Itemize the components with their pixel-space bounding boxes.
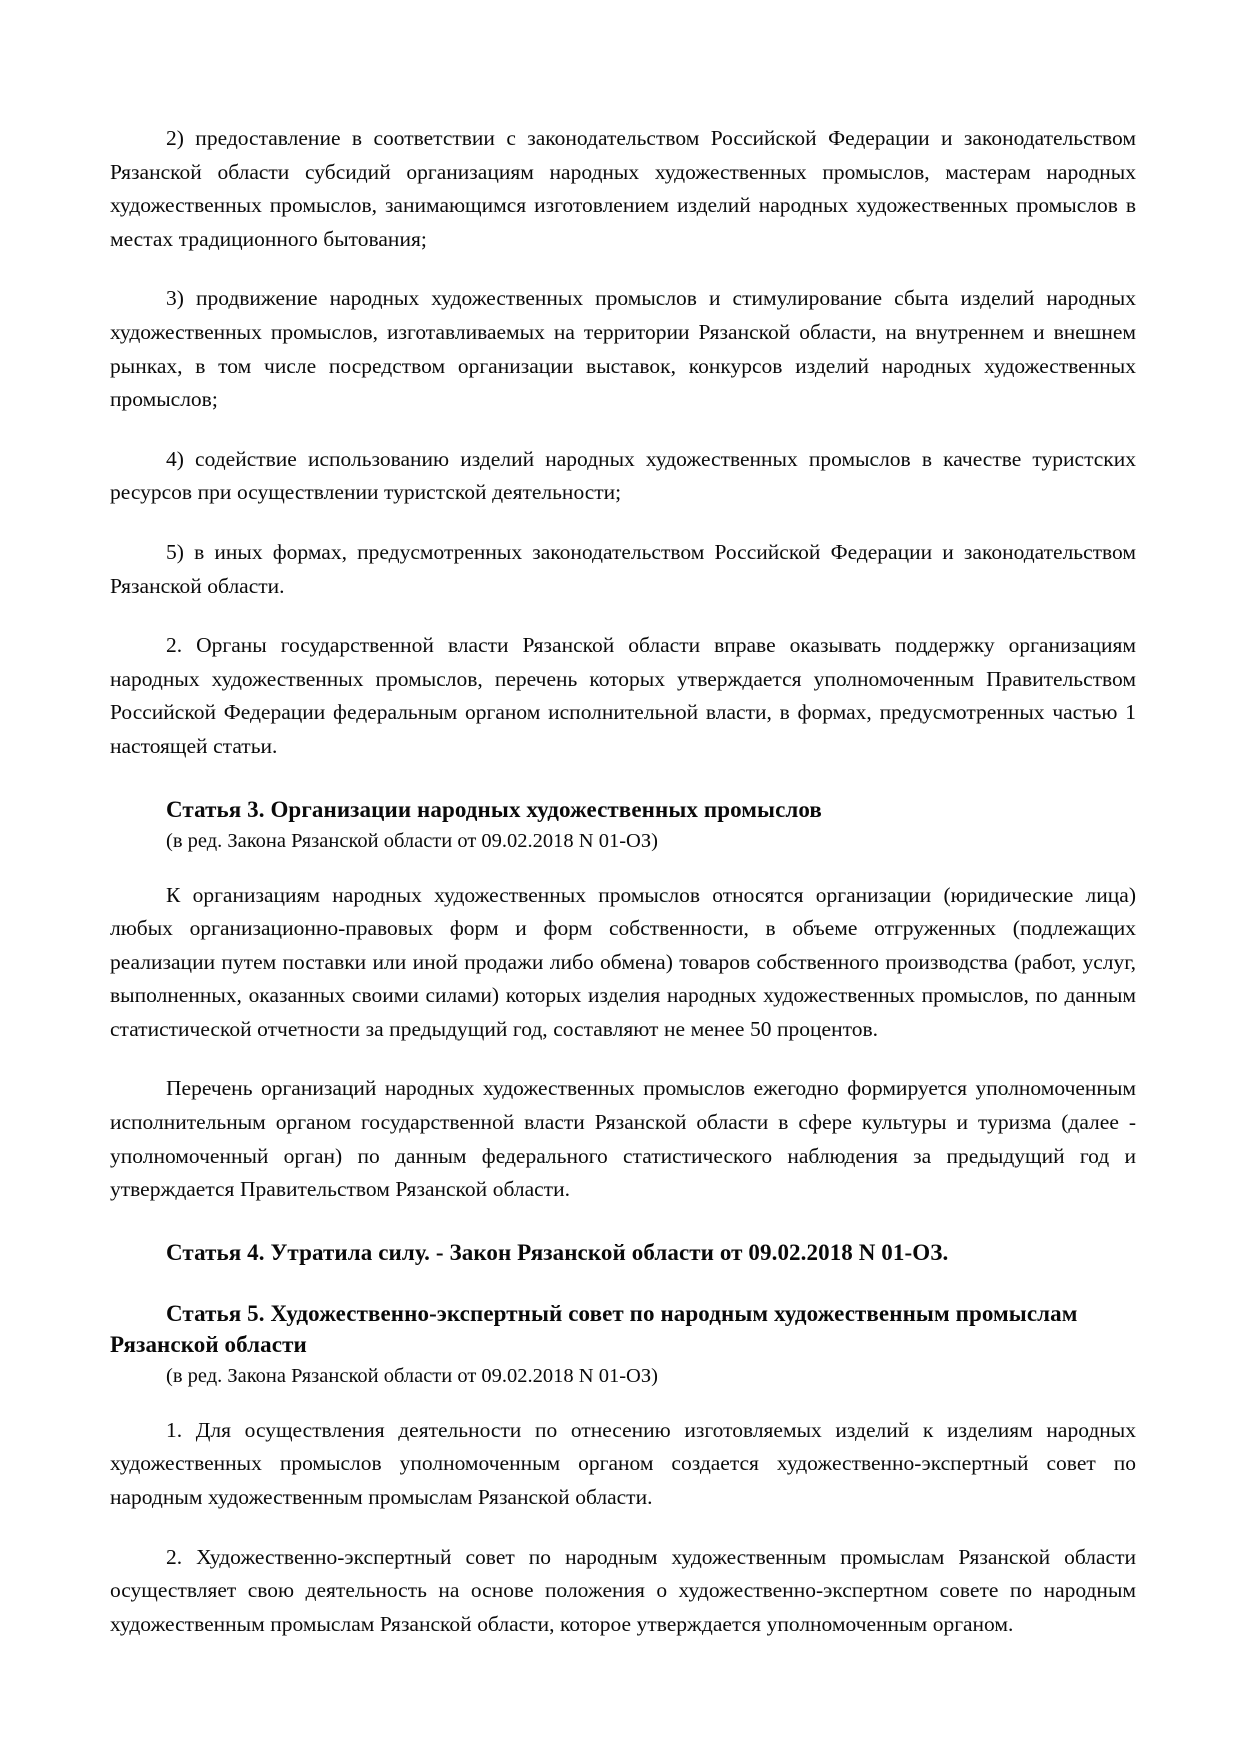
paragraph-part-2: 2. Органы государственной власти Рязанской области вправе оказывать поддержку организациям народных художественных промыслов, перечень которых утверждается уполномоченным Правительством Российской Федерации федеральным органом исполнительной власти, в формах, предусмотренных частью 1 настоящей статьи. <box>110 633 1136 758</box>
article-5-heading-block <box>110 1298 1136 1390</box>
document-body <box>110 122 1136 1641</box>
article-3-paragraph-1: К организациям народных художественных промыслов относятся организации (юридические лица) любых организационно-правовых форм и форм собственности, в объеме отгруженных (подлежащих реализации путем поставки или иной продажи либо обмена) товаров собственного производства (работ, услуг, выполненных, оказанных своими силами) которых изделия народных художественных промыслов, по данным статистической отчетности за предыдущий год, составляют не менее 50 процентов. <box>110 882 1136 1041</box>
article-3-paragraph-2: Перечень организаций народных художественных промыслов ежегодно формируется уполномоченным исполнительным органом государственной власти Рязанской области в сфере культуры и туризма (далее - уполномоченный орган) по данным федерального статистического наблюдения за предыдущий год и утверждается Правительством Рязанской области. <box>110 1076 1136 1202</box>
article-3-amendment-note: (в ред. Закона Рязанской области от 09.02.2018 N 01-ОЗ) <box>166 829 658 852</box>
list-item-4: 4) содействие использованию изделий народных художественных промыслов в качестве туристских ресурсов при осуществлении туристской деятельности; <box>110 446 1136 505</box>
article-5-amendment-note: (в ред. Закона Рязанской области от 09.02.2018 N 01-ОЗ) <box>166 1364 658 1387</box>
list-item-2: 2) предоставление в соответствии с законодательством Российской Федерации и законодательством Рязанской области субсидий организациям народных художественных промыслов, мастерам народных художественных промыслов, занимающимся изготовлением изделий народных художественных промыслов в местах традиционного бытования; <box>110 126 1136 251</box>
article-4-heading-block <box>110 1237 1136 1268</box>
article-5-part-2: 2. Художественно-экспертный совет по народным художественным промыслам Рязанской области осуществляет свою деятельность на основе положения о художественно-экспертном совете по народным художественным промыслам Рязанской области, которое утверждается уполномоченным органом. <box>110 1544 1136 1636</box>
article-5-part-1: 1. Для осуществления деятельности по отнесению изготовляемых изделий к изделиям народных художественных промыслов уполномоченным органом создается художественно-экспертный совет по народным художественным промыслам Рязанской области. <box>110 1417 1136 1510</box>
article-5-title: Статья 5. Художественно-экспертный совет по народным художественным промыслам Рязанской области <box>110 1300 1078 1357</box>
article-4-title: Статья 4. Утратила силу. - Закон Рязанской области от 09.02.2018 N 01-ОЗ. <box>166 1239 949 1265</box>
article-3-heading-block <box>110 794 1136 855</box>
list-item-5: 5) в иных формах, предусмотренных законодательством Российской Федерации и законодательством Рязанской области. <box>110 539 1136 598</box>
article-3-title: Статья 3. Организации народных художественных промыслов <box>166 796 822 822</box>
list-item-3: 3) продвижение народных художественных промыслов и стимулирование сбыта изделий народных художественных промыслов, изготавливаемых на территории Рязанской области, на внутреннем и внешнем рынках, в том числе посредством организации выставок, конкурсов изделий народных художественных промыслов; <box>110 286 1136 412</box>
